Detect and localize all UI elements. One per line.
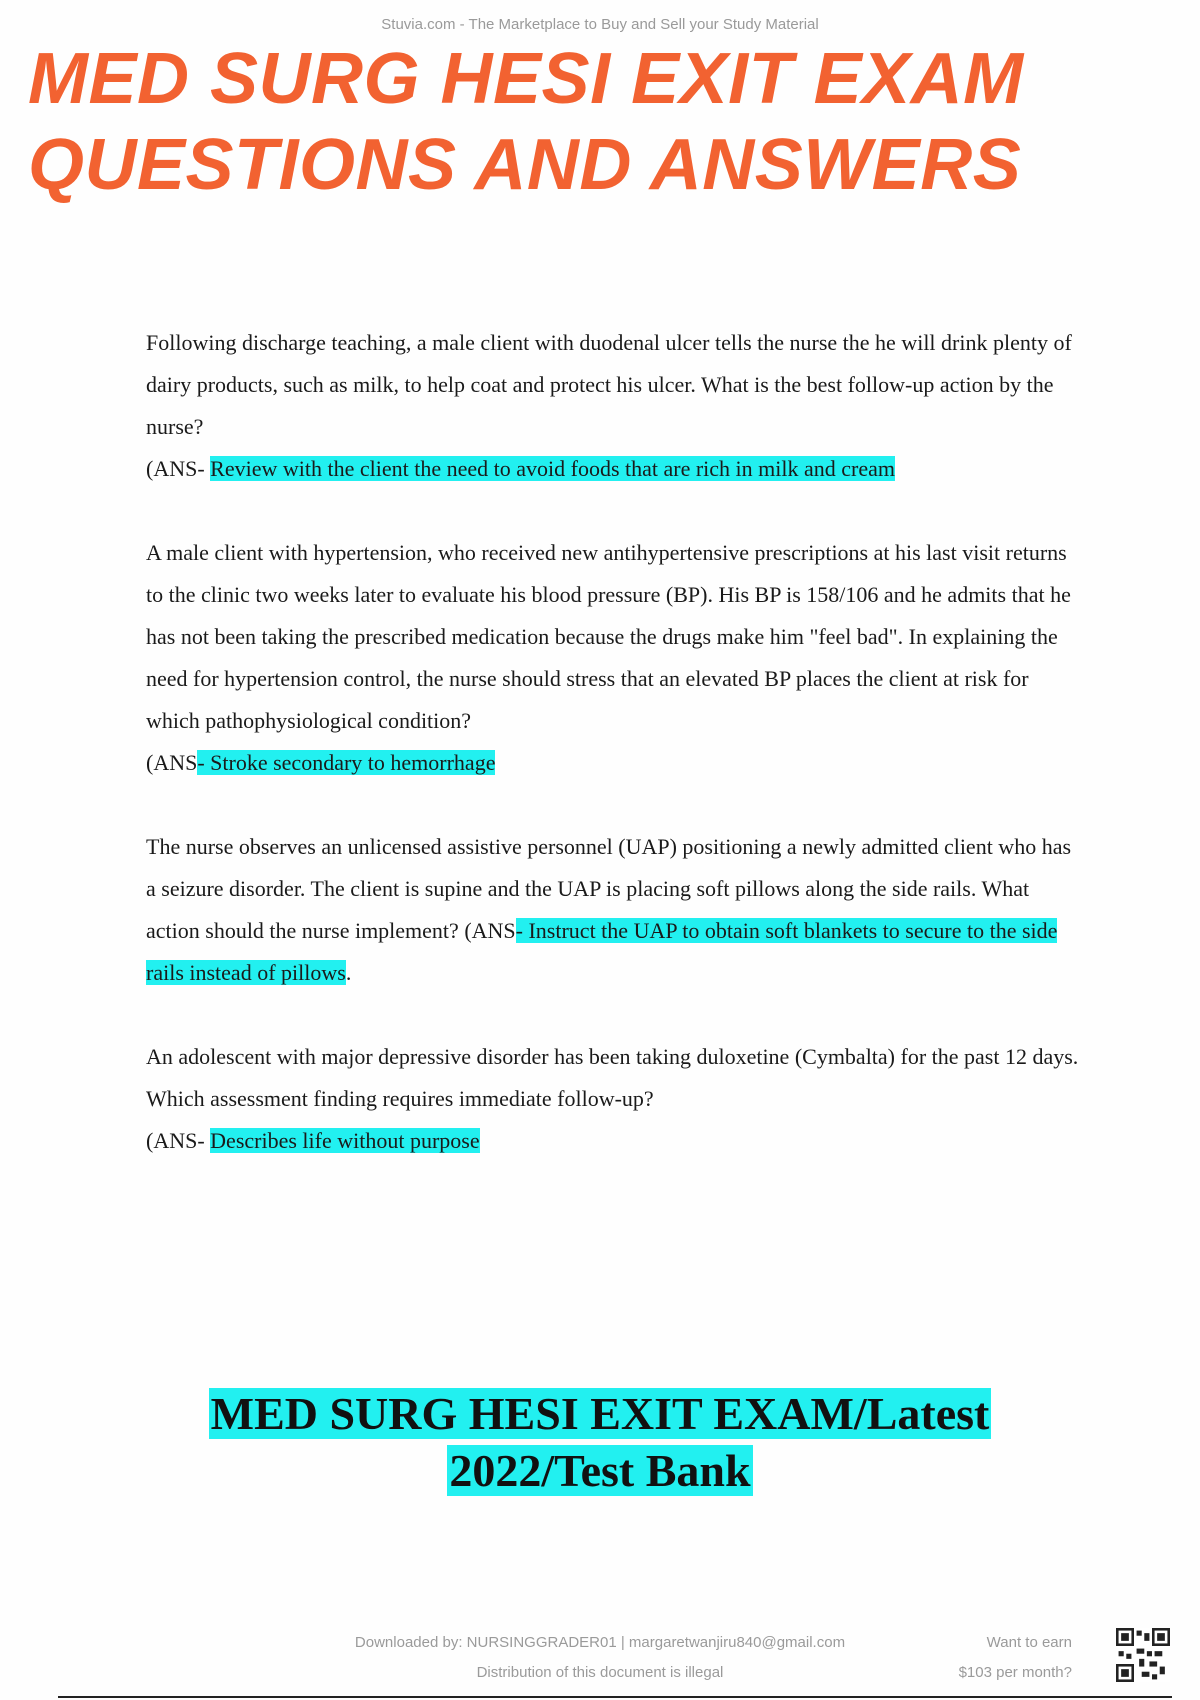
answer-prefix: (ANS [146, 750, 198, 775]
site-header-note: Stuvia.com - The Marketplace to Buy and Sell your Study Material [381, 16, 819, 33]
question-text: An adolescent with major depressive disorder has been taking duloxetine (Cymbalta) for the past 12 days. Which assessment finding requires immediate follow-up? [146, 1044, 1079, 1111]
question-text: A male client with hypertension, who received new antihypertensive prescriptions at his last visit returns to the clinic two weeks later to evaluate his blood pressure (BP). His BP is 158/106 and he admits that he has not been taking the prescribed medication because the drugs make him "feel bad". In explaining the need for hypertension control, the nurse should stress that an elevated BP places the client at risk for which pathophysiological condition? [146, 540, 1071, 733]
qa-item-3 [146, 826, 1086, 994]
promo-line-1: MED SURG HESI EXIT EXAM/Latest [210, 1388, 990, 1439]
qa-item-1 [146, 322, 1086, 490]
answer-highlight: Review with the client the need to avoid foods that are rich in milk and cream [210, 456, 896, 481]
title-line-2: QUESTIONS AND ANSWERS [28, 125, 1022, 205]
answer-highlight: - Instruct the UAP to obtain soft blankets to secure to the side rails instead of pillows [146, 918, 1058, 985]
answer-prefix: (ANS- [146, 1128, 211, 1153]
answer-highlight: - Stroke secondary to hemorrhage [197, 750, 496, 775]
earn-line-2: $103 per month? [958, 1664, 1072, 1681]
answer-prefix: (ANS- [146, 456, 211, 481]
downloaded-by-text: Downloaded by: NURSINGGRADER01 | margaretwanjiru840@gmail.com [354, 1634, 846, 1651]
qa-item-2 [146, 532, 1086, 784]
title-line-1: MED SURG HESI EXIT EXAM [28, 39, 1024, 119]
distribution-notice: Distribution of this document is illegal [476, 1664, 724, 1681]
answer-suffix: . [345, 960, 352, 985]
document-title [28, 36, 1148, 208]
answer-highlight: Describes life without purpose [210, 1128, 480, 1153]
bottom-divider [58, 1696, 1172, 1698]
answer-prefix: (ANS [458, 918, 516, 943]
qa-list [146, 322, 1086, 1204]
footer-download-info [280, 1628, 920, 1688]
qr-code-icon[interactable] [1116, 1628, 1170, 1682]
question-text: The nurse observes an unlicensed assistive personnel (UAP) positioning a newly admitted client who has a seizure disorder. The client is supine and the UAP is placing soft pillows along the side rails. What action should the nurse implement? [146, 834, 1072, 943]
question-text: Following discharge teaching, a male client with duodenal ulcer tells the nurse the he will drink plenty of dairy products, such as milk, to help coat and protect his ulcer. What is the best follow-up action by the nurse? [146, 330, 1072, 439]
footer-earn-promo[interactable] [912, 1628, 1072, 1688]
promo-banner [0, 1385, 1200, 1499]
qa-item-4 [146, 1036, 1086, 1162]
promo-line-2: 2022/Test Bank [449, 1445, 751, 1496]
earn-line-1: Want to earn [986, 1634, 1072, 1651]
